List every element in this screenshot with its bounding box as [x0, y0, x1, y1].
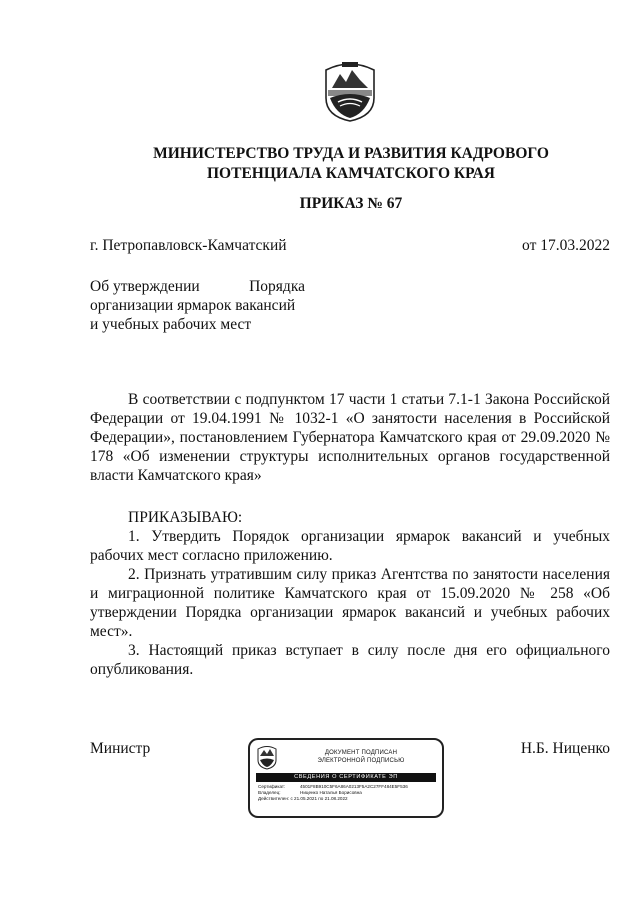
- stamp-title: [286, 749, 436, 765]
- order-item-3: 3. Настоящий приказ вступает в силу после дня его официального опубликования.: [90, 642, 610, 678]
- stamp-bar: СВЕДЕНИЯ О СЕРТИФИКАТЕ ЭП: [256, 773, 436, 782]
- stamp-title-line2: ЭЛЕКТРОННОЙ ПОДПИСЬЮ: [317, 758, 405, 764]
- order-title: ПРИКАЗ № 67: [299, 195, 403, 212]
- coat-of-arms-icon: [318, 60, 382, 122]
- signatory-position: Министр: [90, 740, 151, 757]
- stamp-valid-value: с 21.05.2021 по 21.08.2022: [290, 796, 348, 802]
- subject-line2: организации ярмарок вакансий: [90, 297, 296, 314]
- stamp-owner-label: Владелец:: [258, 790, 281, 796]
- order-item-2: 2. Признать утратившим силу приказ Агентства по занятости населения и миграционной политике Камчатского края от 15.09.2020 № 258 «Об утверждении Порядка организации ярмарок вакансий и учебных рабочих мест».: [90, 566, 610, 640]
- stamp-valid-row: [258, 796, 436, 802]
- stamp-info: [258, 784, 436, 803]
- stamp-emblem-icon: [256, 744, 278, 770]
- order-subject: [90, 277, 305, 334]
- subject-line1-b: Порядка: [249, 278, 305, 295]
- stamp-cert-label: Сертификат:: [258, 784, 286, 789]
- stamp-title-line1: ДОКУМЕНТ ПОДПИСАН: [324, 750, 398, 756]
- stamp-owner-value: Ниценко Наталья Борисовна: [300, 790, 362, 796]
- signatory-name: Н.Б. Ниценко: [520, 740, 610, 757]
- subject-line1-a: Об утверждении: [90, 278, 200, 295]
- order-date: от 17.03.2022: [522, 237, 610, 254]
- stamp-cert-value: 4501F8B910C5F6A86A0213F5A2C27FF484E5F536: [300, 784, 408, 789]
- order-item-1: 1. Утвердить Порядок организации ярмарок вакансий и учебных рабочих мест согласно приложению.: [90, 528, 610, 564]
- preamble-block: [90, 390, 610, 485]
- subject-line3: и учебных рабочих мест: [90, 316, 252, 333]
- ministry-line1: МИНИСТЕРСТВО ТРУДА И РАЗВИТИЯ КАДРОВОГО: [153, 145, 549, 162]
- order-city: г. Петропавловск-Камчатский: [90, 237, 287, 254]
- order-word: ПРИКАЗЫВАЮ:: [128, 509, 243, 526]
- ministry-name: [90, 144, 612, 184]
- stamp-valid-label: Действителен:: [258, 796, 290, 802]
- ministry-line2: ПОТЕНЦИАЛА КАМЧАТСКОГО КРАЯ: [207, 165, 495, 182]
- preamble-paragraph: В соответствии с подпунктом 17 части 1 статьи 7.1-1 Закона Российской Федерации от 19.04.1991 № 1032-1 «О занятости населения в Российской Федерации», постановлением Губернатора Камчатского края от 29.09.2020 № 178 «Об изменении структуры исполнительных органов государственной власти Камчатского края»: [90, 391, 610, 484]
- order-items-block: [90, 508, 610, 679]
- electronic-signature-stamp: [248, 738, 444, 818]
